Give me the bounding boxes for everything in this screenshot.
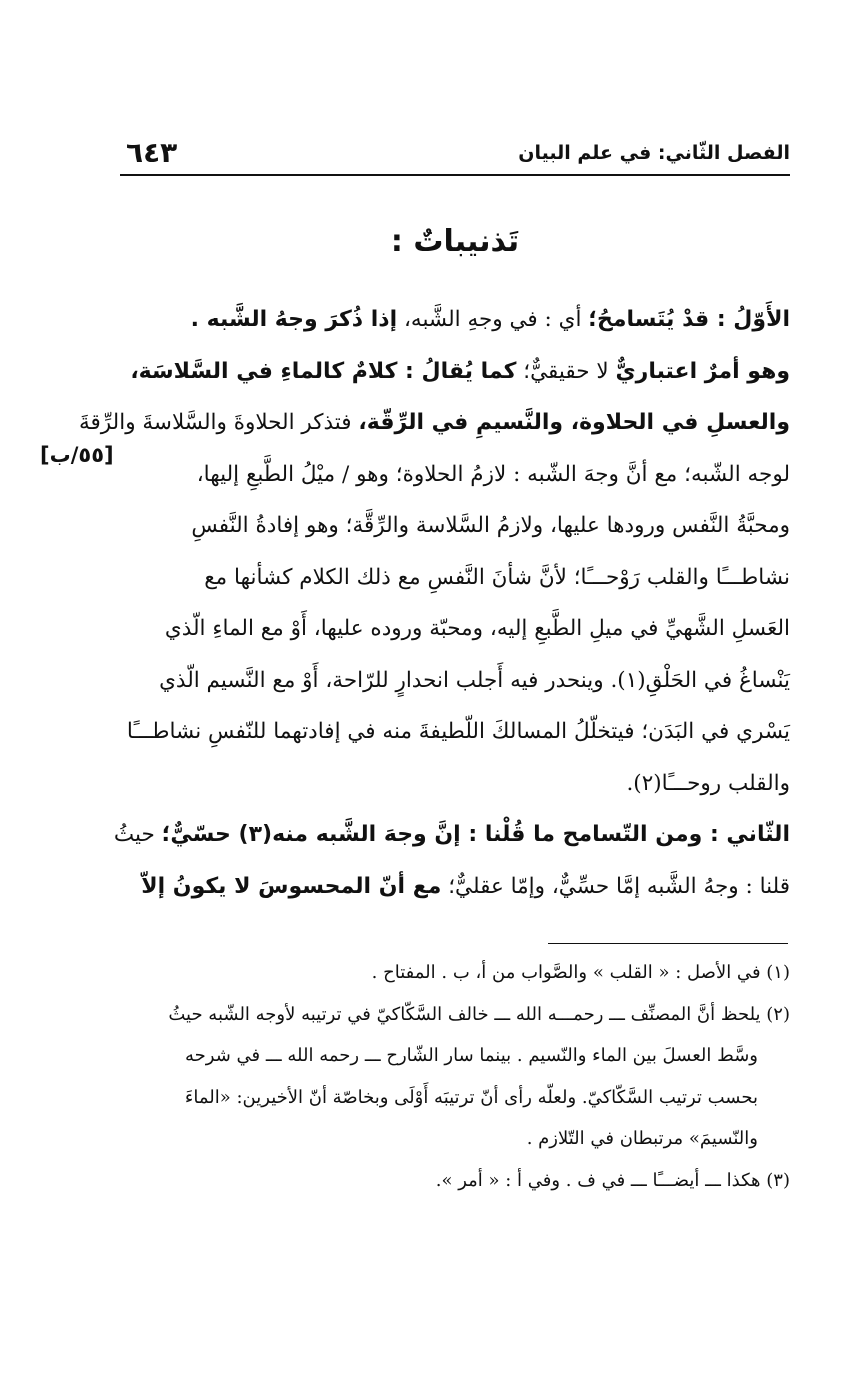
text-line xyxy=(113,809,790,861)
text-bold: مع أنّ المحسوسَ لا يكونُ إلاّ xyxy=(141,873,442,899)
footnote-3: (٣) هكذا ـــ أيضـــًا ـــ في ف . وفي أ : « أمر ». xyxy=(435,1169,790,1191)
text-regular: لا حقيقيٌّ؛ xyxy=(516,358,616,384)
text-line xyxy=(120,346,790,398)
text-line: لوجه الشّبه؛ مع أنَّ وجهَ الشّبه : لازمُ الحلاوة؛ وهو / ميْلُ الطَّبعِ إليها، xyxy=(196,461,790,487)
main-text xyxy=(79,294,790,912)
text-regular: قلنا : وجهُ الشَّبه إمَّا حسِّيٌّ، وإمّا عقليٌّ؛ xyxy=(441,873,790,899)
text-line: ومحبَّةُ النَّفس ورودها عليها، ولازمُ السَّلاسة والرِّقَّة؛ وهو إفادةُ النَّفسِ xyxy=(191,513,790,538)
text-bold: والعسلِ في الحلاوة، والنَّسيمِ في الرِّقّة، xyxy=(358,410,790,435)
text-line xyxy=(120,294,790,346)
running-header xyxy=(120,136,790,174)
text-bold: الثّاني : ومن التّسامح ما قُلْنا : إنَّ وجهَ الشَّبه منه(٣) حسّيٌّ؛ xyxy=(161,822,790,847)
text-line: نشاطـــًا والقلب رَوْحـــًا؛ لأنَّ شأنَ النَّفسِ مع ذلك الكلام كشأنها مع xyxy=(204,564,790,590)
text-bold: وهو أمرٌ اعتباريٌّ xyxy=(615,358,790,384)
text-regular: حيثُ xyxy=(113,822,162,847)
footnote-2-cont: بحسب ترتيب السَّكّاكيّ. ولعلّه رأى أنّ ترتيبَه أَوْلَى وبخاصّة أنّ الأخيرين: «الماءَ xyxy=(184,1086,758,1108)
footnotes xyxy=(120,952,790,1201)
footnote-1: (١) في الأصل : « القلب » والصَّواب من أ، ب . المفتاح . xyxy=(371,962,790,983)
text-line: العَسلِ الشَّهيِّ في ميلِ الطَّبعِ إليه، ومحبّة وروده عليها، أَوْ مع الماءِ الّذي xyxy=(164,616,790,641)
text-regular: فتذكر الحلاوةَ والسَّلاسةَ والرِّقةَ xyxy=(79,410,359,435)
text-line: والقلب روحـــًا(٢). xyxy=(626,770,790,796)
footnote-2-cont: والنّسيمَ» مرتبطان في التّلازم . xyxy=(526,1128,758,1149)
text-line xyxy=(120,861,790,913)
text-bold: كما يُقالُ : كلامٌ كالماءِ في السَّلاسَة، xyxy=(130,358,517,384)
manuscript-folio-marker: [٥٥/ب] xyxy=(40,443,114,467)
text-line: يَسْري في البَدَن؛ فيتخلّلُ المسالكَ اللّطيفةَ منه في إفادتهما للنّفسِ نشاطـــًا xyxy=(126,719,790,744)
page-number: ٦٤٣ xyxy=(126,136,178,169)
footnote-2-cont: وسَّط العسلَ بين الماء والنّسيم . بينما سار الشّارح ـــ رحمه الله ـــ في شرحه xyxy=(185,1045,758,1066)
text-line xyxy=(79,397,790,449)
footnote-2: (٢) يلحظ أنَّ المصنِّف ـــ رحمـــه الله ـــ خالف السَّكّاكيّ في ترتيبه لأوجه الشّبه حيثُ xyxy=(168,1003,790,1025)
text-bold: إذا ذُكرَ وجهُ الشَّبه . xyxy=(190,307,398,332)
chapter-title: الفصل الثّاني: في علم البيان xyxy=(518,142,790,164)
header-rule xyxy=(120,174,790,176)
text-regular: أي : في وجهِ الشَّبه، xyxy=(397,307,589,332)
text-bold: الأَوّلُ : قدْ يُتَسامحُ؛ xyxy=(588,307,790,332)
section-title: تَذنيباتٌ : xyxy=(390,224,520,259)
footnote-rule xyxy=(548,943,788,944)
text-line: يَنْساغُ في الحَلْقِ(١). وينحدر فيه أَجلب انحدارٍ للرّاحة، أَوْ مع النَّسيم الّذي xyxy=(159,667,790,693)
